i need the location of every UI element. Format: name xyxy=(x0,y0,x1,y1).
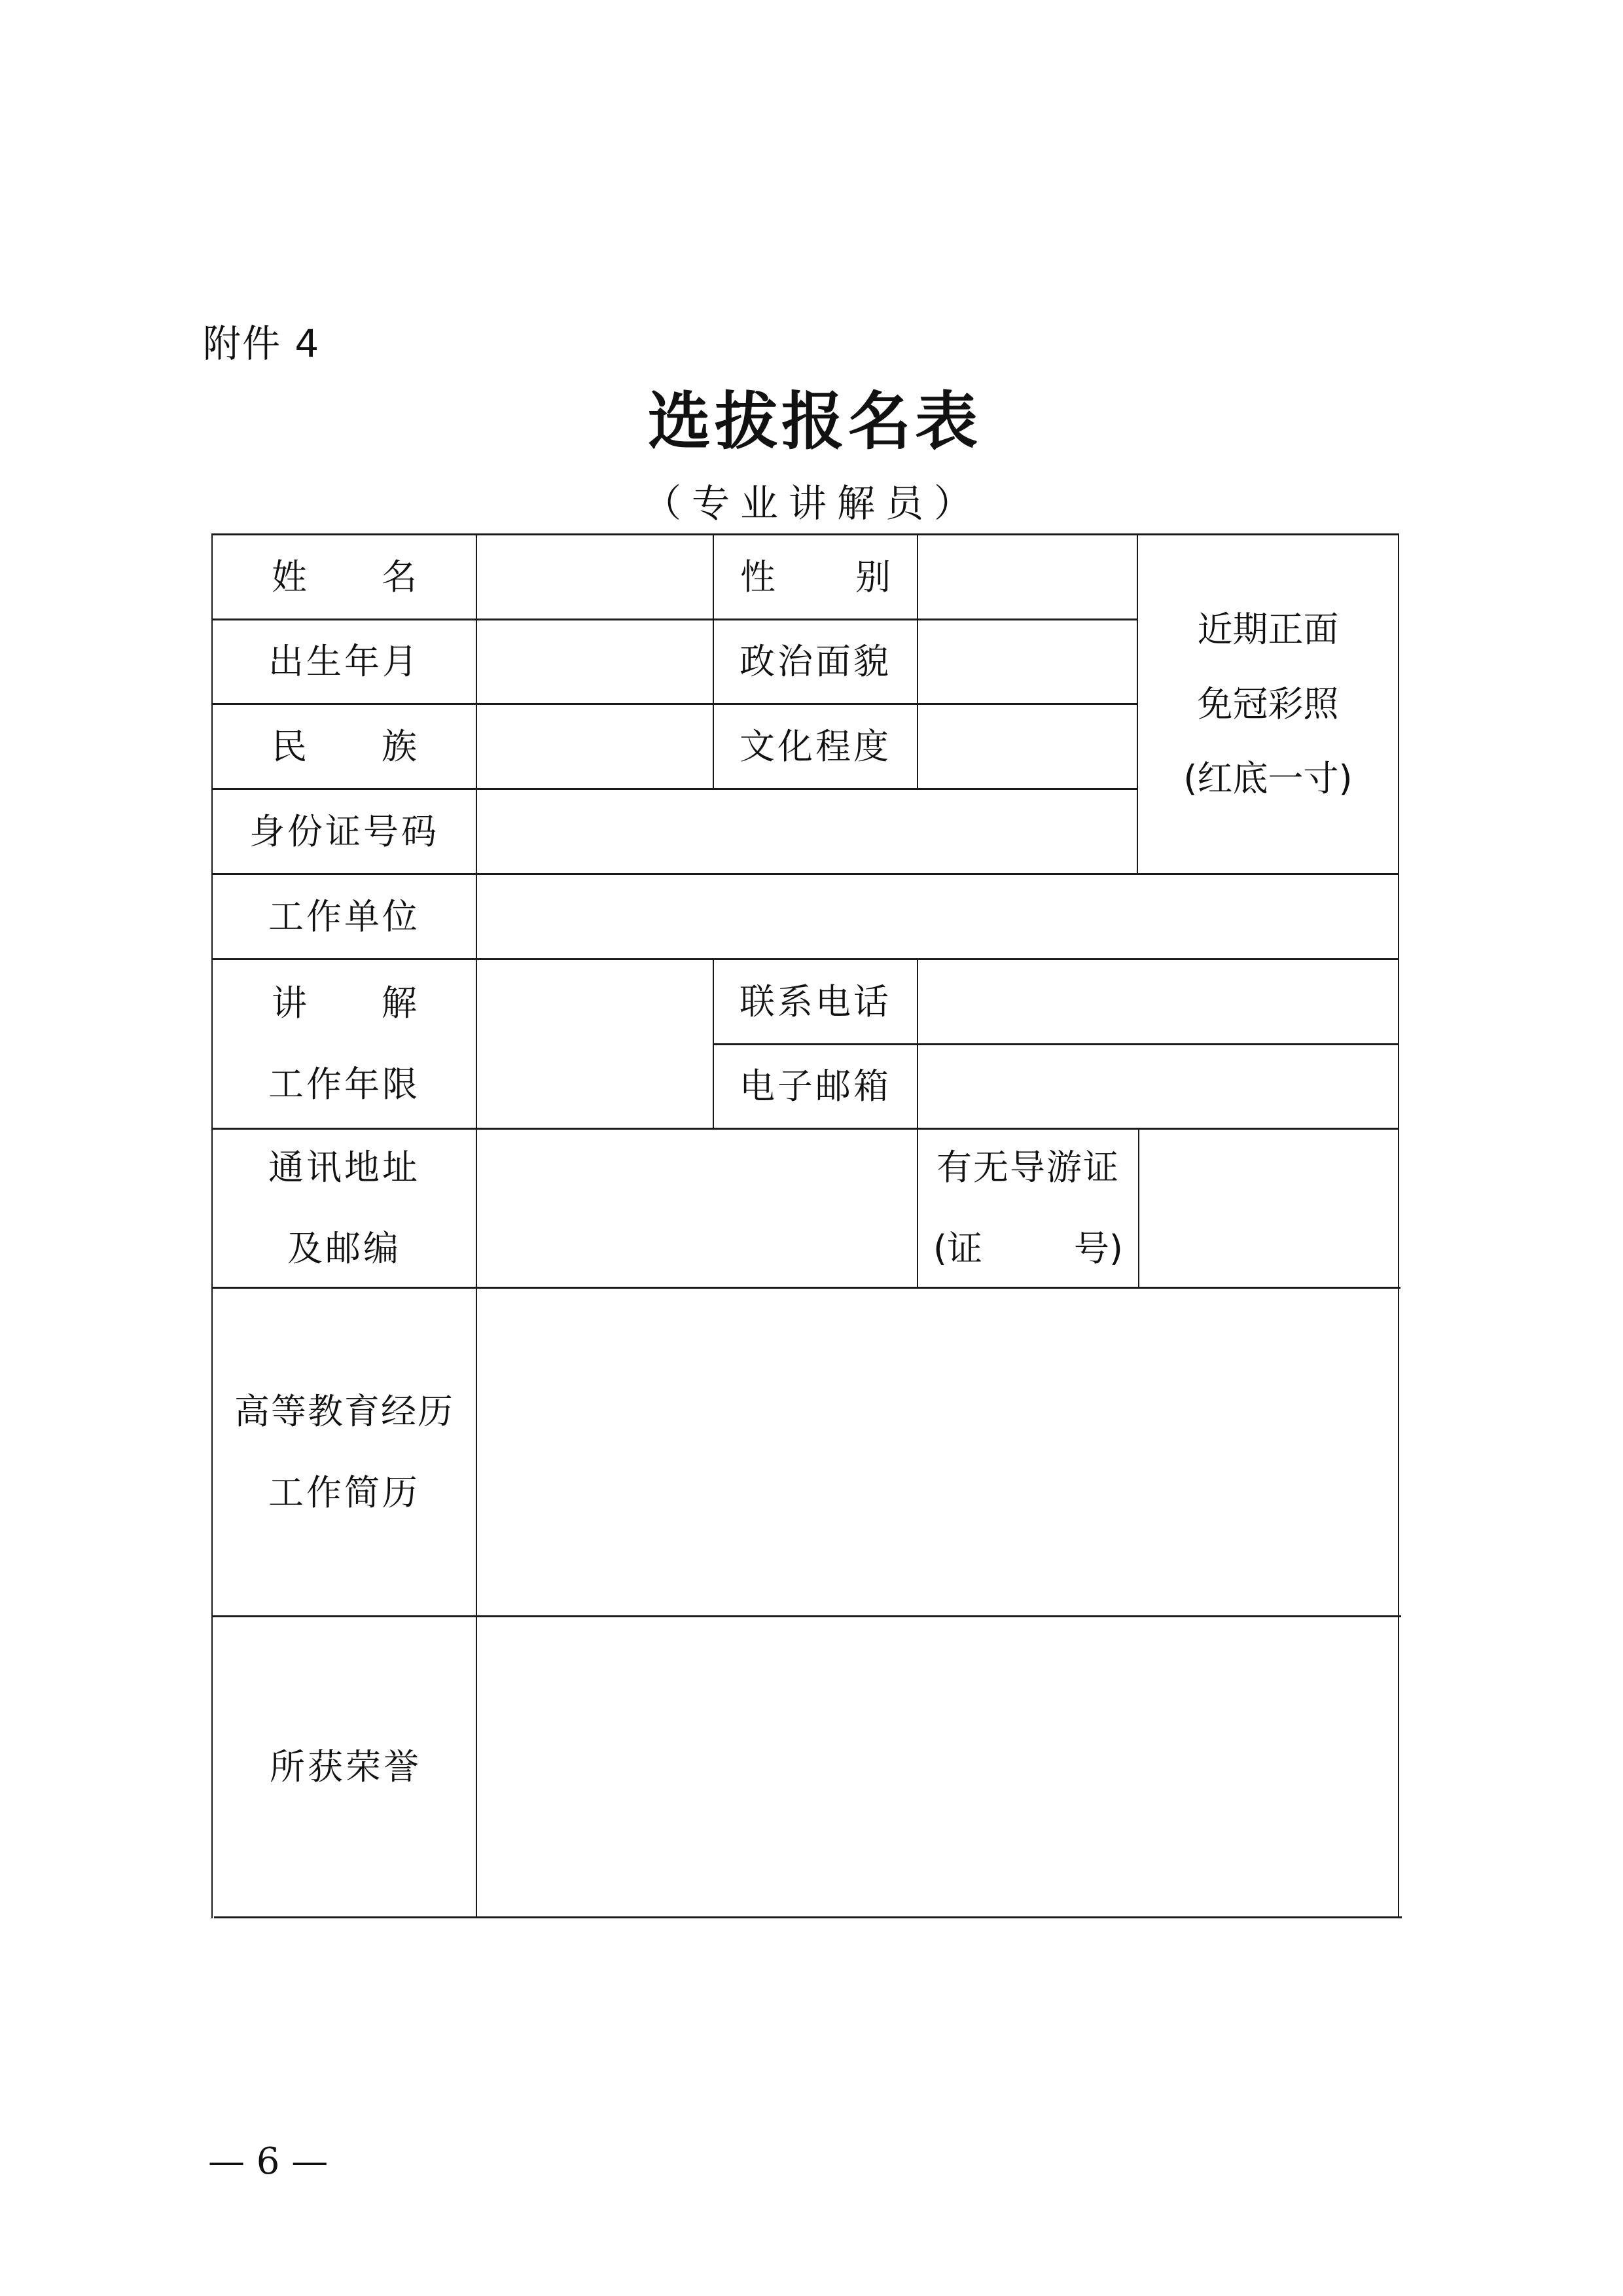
page-number: — 6 — xyxy=(208,2140,329,2183)
form-subtitle-text: （专业讲解员） xyxy=(643,481,982,526)
honors-field[interactable] xyxy=(478,1617,1400,1916)
phone-field[interactable] xyxy=(918,960,1398,1043)
guide-years-field[interactable] xyxy=(477,960,713,1128)
gender-field[interactable] xyxy=(918,535,1137,619)
table-border-bottom xyxy=(214,1916,1402,1918)
label-guide-years: 讲 解 工作年限 xyxy=(268,982,420,1105)
photo-area[interactable] xyxy=(1138,535,1398,873)
label-email: 电子邮箱 xyxy=(740,1066,891,1107)
id-number-field[interactable] xyxy=(477,790,1137,873)
label-phone: 联系电话 xyxy=(740,980,891,1022)
form-title-text: 选拔报名表 xyxy=(648,384,982,458)
guide-cert-field[interactable] xyxy=(1139,1130,1398,1287)
label-education-history: 高等教育经历 工作简历 xyxy=(234,1390,454,1513)
email-field[interactable] xyxy=(918,1045,1398,1128)
label-political-status: 政治面貌 xyxy=(740,641,891,682)
birth-field[interactable] xyxy=(477,620,713,703)
label-education-level: 文化程度 xyxy=(740,725,891,767)
ethnicity-field[interactable] xyxy=(477,705,713,788)
photo-instruction-2: 免冠彩照 xyxy=(1197,683,1339,725)
label-honors: 所获荣誉 xyxy=(270,1746,421,1787)
education-level-field[interactable] xyxy=(918,705,1137,788)
form-subtitle xyxy=(0,473,1623,528)
label-gender: 性 别 xyxy=(740,556,891,598)
photo-instruction-1: 近期正面 xyxy=(1197,609,1339,650)
label-name: 姓 名 xyxy=(272,556,417,598)
attachment-label: 附件 4 xyxy=(203,321,321,366)
label-address: 通讯地址 及邮编 xyxy=(268,1147,420,1269)
form-title xyxy=(0,372,1623,461)
address-field[interactable] xyxy=(477,1130,917,1287)
label-guide-cert: 有无导游证 (证 号) xyxy=(933,1147,1123,1269)
label-work-unit: 工作单位 xyxy=(268,895,420,937)
education-history-field[interactable] xyxy=(477,1289,1399,1615)
label-id-number: 身份证号码 xyxy=(249,810,439,852)
political-status-field[interactable] xyxy=(918,620,1137,703)
name-field[interactable] xyxy=(477,535,713,619)
work-unit-field[interactable] xyxy=(477,875,1398,958)
photo-instruction-3: (红底一寸) xyxy=(1183,758,1353,799)
label-ethnicity: 民 族 xyxy=(272,725,417,767)
label-birth: 出生年月 xyxy=(268,641,420,682)
